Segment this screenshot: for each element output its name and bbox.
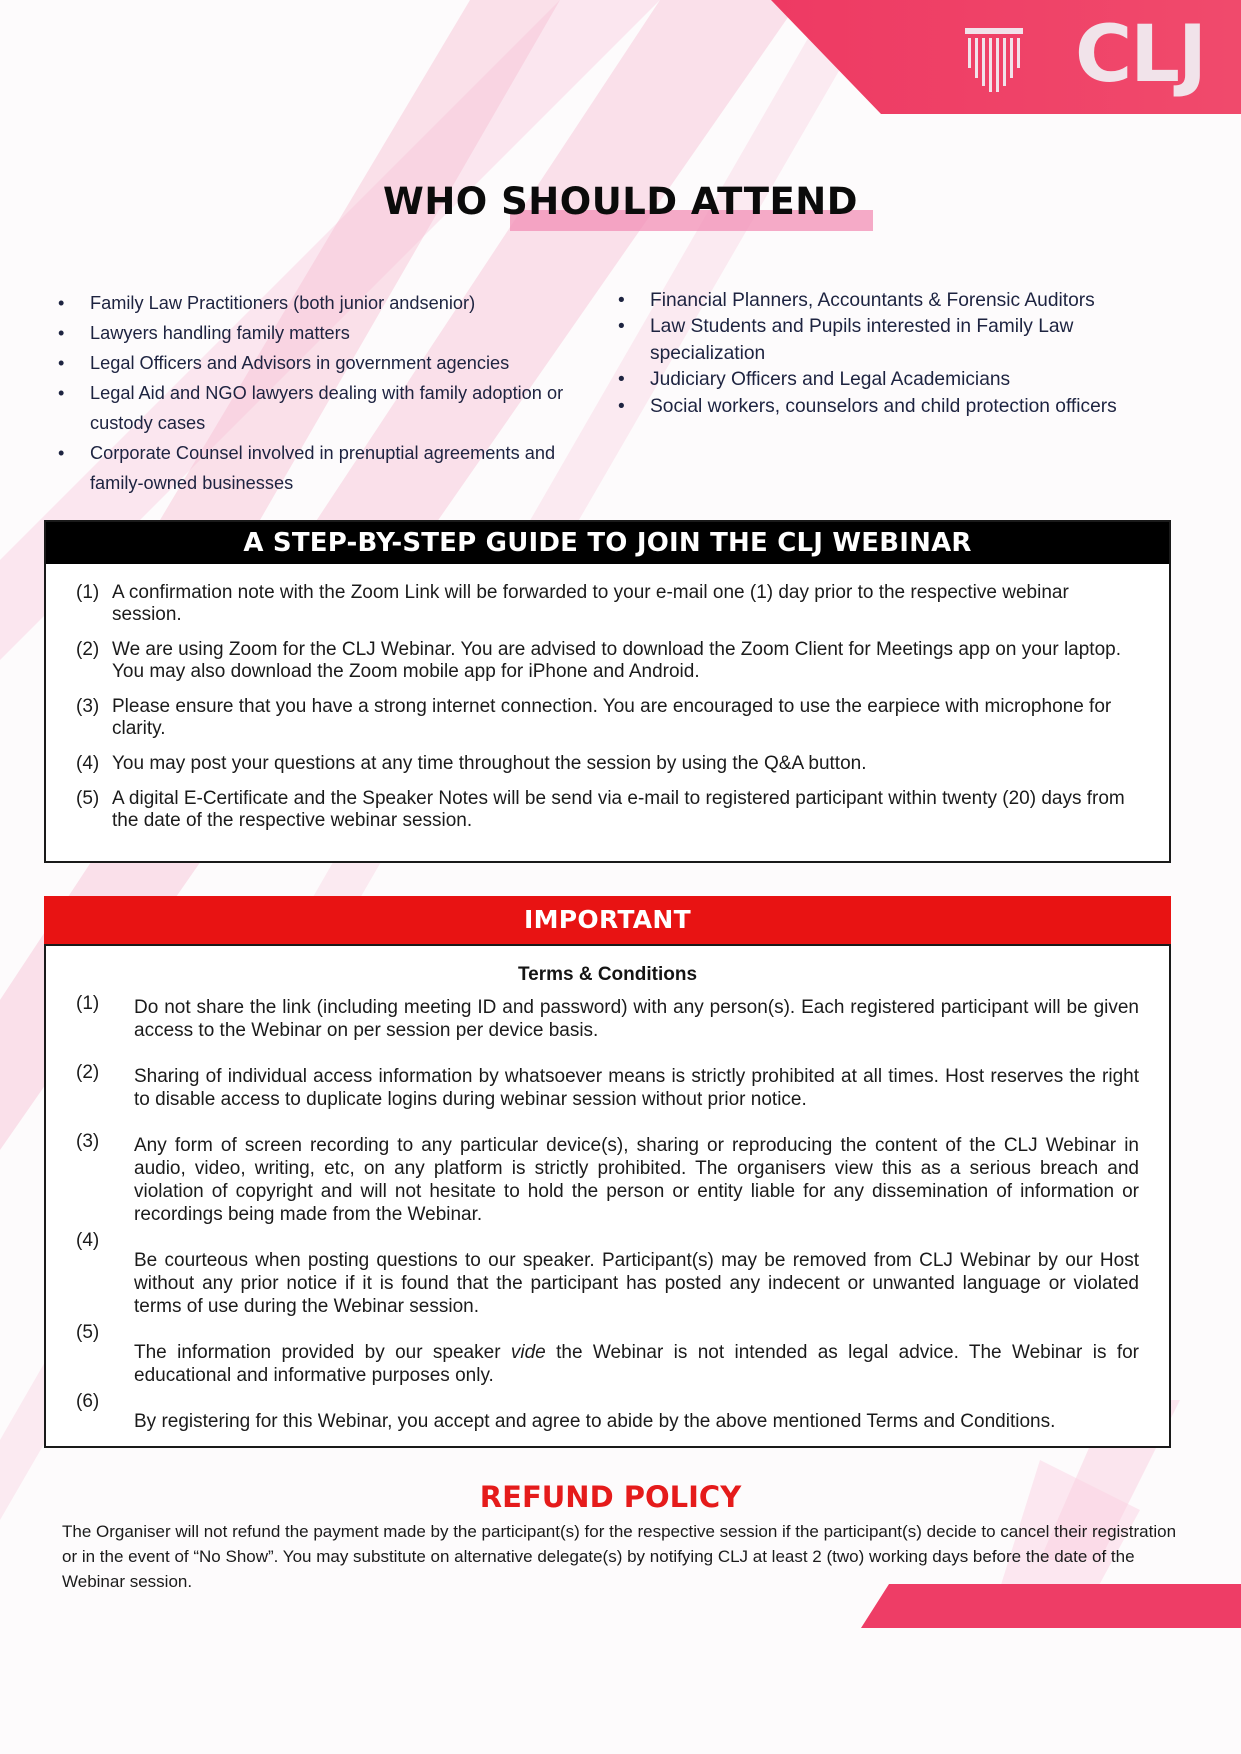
step-text: A digital E-Certificate and the Speaker Notes will be send via e-mail to registered participant within twenty (20) days from the date of the respective webinar session. [112, 788, 1125, 831]
term-number: (3) [76, 1131, 100, 1152]
guide-step [66, 696, 1135, 740]
attendee-list-right [610, 288, 1190, 420]
terms-title: Terms & Conditions [517, 964, 698, 985]
step-number: (2) [76, 639, 100, 660]
step-number: (5) [76, 788, 100, 809]
terms-section [44, 944, 1171, 1448]
term-item [66, 1230, 1139, 1318]
step-number: (1) [76, 582, 100, 603]
term-number: (5) [76, 1322, 100, 1343]
term-text-before: The information provided by our speaker [134, 1342, 511, 1363]
step-text: You may post your questions at any time throughout the session by using the Q&A button. [112, 753, 867, 774]
logo-wordmark: CLJ [1075, 10, 1205, 100]
list-item: • Legal Officers and Advisors in government agencies [50, 348, 590, 378]
list-item: • Social workers, counselors and child protection officers [610, 394, 1190, 420]
term-text: By registering for this Webinar, you accept and agree to abide by the above mentioned Terms and Conditions. [134, 1411, 1056, 1432]
term-item [66, 1391, 1139, 1433]
terms-list [46, 986, 1169, 1433]
list-item: • Financial Planners, Accountants & Forensic Auditors [610, 288, 1190, 314]
list-item: • Family Law Practitioners (both junior andsenior) [50, 288, 590, 318]
guide-step [66, 753, 1135, 775]
step-number: (3) [76, 696, 100, 717]
webinar-guide-section [44, 520, 1171, 863]
list-item: • Judiciary Officers and Legal Academicians [610, 367, 1190, 393]
who-should-attend-title: WHO SHOULD ATTEND [383, 180, 858, 223]
pillar-icon [965, 28, 1023, 92]
term-item [66, 993, 1139, 1042]
term-number: (2) [76, 1062, 100, 1083]
guide-heading: A STEP-BY-STEP GUIDE TO JOIN THE CLJ WEBINAR [46, 522, 1169, 564]
step-number: (4) [76, 753, 100, 774]
guide-step [66, 582, 1135, 626]
refund-policy-title: REFUND POLICY [479, 1480, 742, 1514]
term-item [66, 1322, 1139, 1387]
step-text: We are using Zoom for the CLJ Webinar. You are advised to download the Zoom Client for Meetings app on your laptop. You may also download the Zoom mobile app for iPhone and Android. [112, 639, 1121, 682]
refund-policy-text: The Organiser will not refund the payment made by the participant(s) for the respective session if the participant(s) decide to cancel their registration or in the event of “No Show”. You may substitute on alternative delegate(s) by notifying CLJ at least 2 (two) working days before the date of the Webinar session. [62, 1522, 1177, 1591]
list-item: • Law Students and Pupils interested in Family Law specialization [610, 314, 1190, 367]
list-item: • Lawyers handling family matters [50, 318, 590, 348]
term-item [66, 1131, 1139, 1226]
guide-step [66, 788, 1135, 832]
term-text: Any form of screen recording to any particular device(s), sharing or reproducing the content of the CLJ Webinar in audio, video, writing, etc, on any platform is strictly prohibited. The organisers view this as a serious breach and violation of copyright and will not hesitate to hold the person or entity liable for any dissemination of information or recordings being made from the Webinar. [134, 1135, 1139, 1225]
step-text: A confirmation note with the Zoom Link will be forwarded to your e-mail one (1) day prior to the respective webinar session. [112, 582, 1069, 625]
term-number: (4) [76, 1230, 100, 1251]
term-text-emphasis: vide [510, 1342, 546, 1363]
guide-step [66, 639, 1135, 683]
clj-logo [965, 10, 1205, 100]
attendee-list-left [50, 288, 590, 498]
guide-steps [46, 564, 1169, 832]
term-item [66, 1062, 1139, 1111]
term-text: Do not share the link (including meeting ID and password) with any person(s). Each registered participant will be given access to the Webinar on per session per device basis. [134, 997, 1139, 1041]
term-text: Be courteous when posting questions to our speaker. Participant(s) may be removed from CLJ Webinar by our Host without any prior notice if it is found that the participant has posted any indecent or unwanted language or violated terms of use during the Webinar session. [134, 1250, 1139, 1317]
term-number: (6) [76, 1391, 100, 1412]
important-heading: IMPORTANT [44, 896, 1171, 944]
term-number: (1) [76, 993, 100, 1014]
footer-banner [861, 1584, 1241, 1754]
term-text: Sharing of individual access information by whatsoever means is strictly prohibited at all times. Host reserves the right to disable access to duplicate logins during webinar session without prior notice. [134, 1066, 1139, 1110]
list-item: • Legal Aid and NGO lawyers dealing with family adoption or custody cases [50, 378, 590, 438]
step-text: Please ensure that you have a strong internet connection. You are encouraged to use the earpiece with microphone for clarity. [112, 696, 1112, 739]
list-item: • Corporate Counsel involved in prenuptial agreements and family-owned businesses [50, 438, 590, 498]
term-text-after: the Webinar is not intended as legal advice. The Webinar is for educational and informative purposes only. [134, 1342, 1139, 1386]
